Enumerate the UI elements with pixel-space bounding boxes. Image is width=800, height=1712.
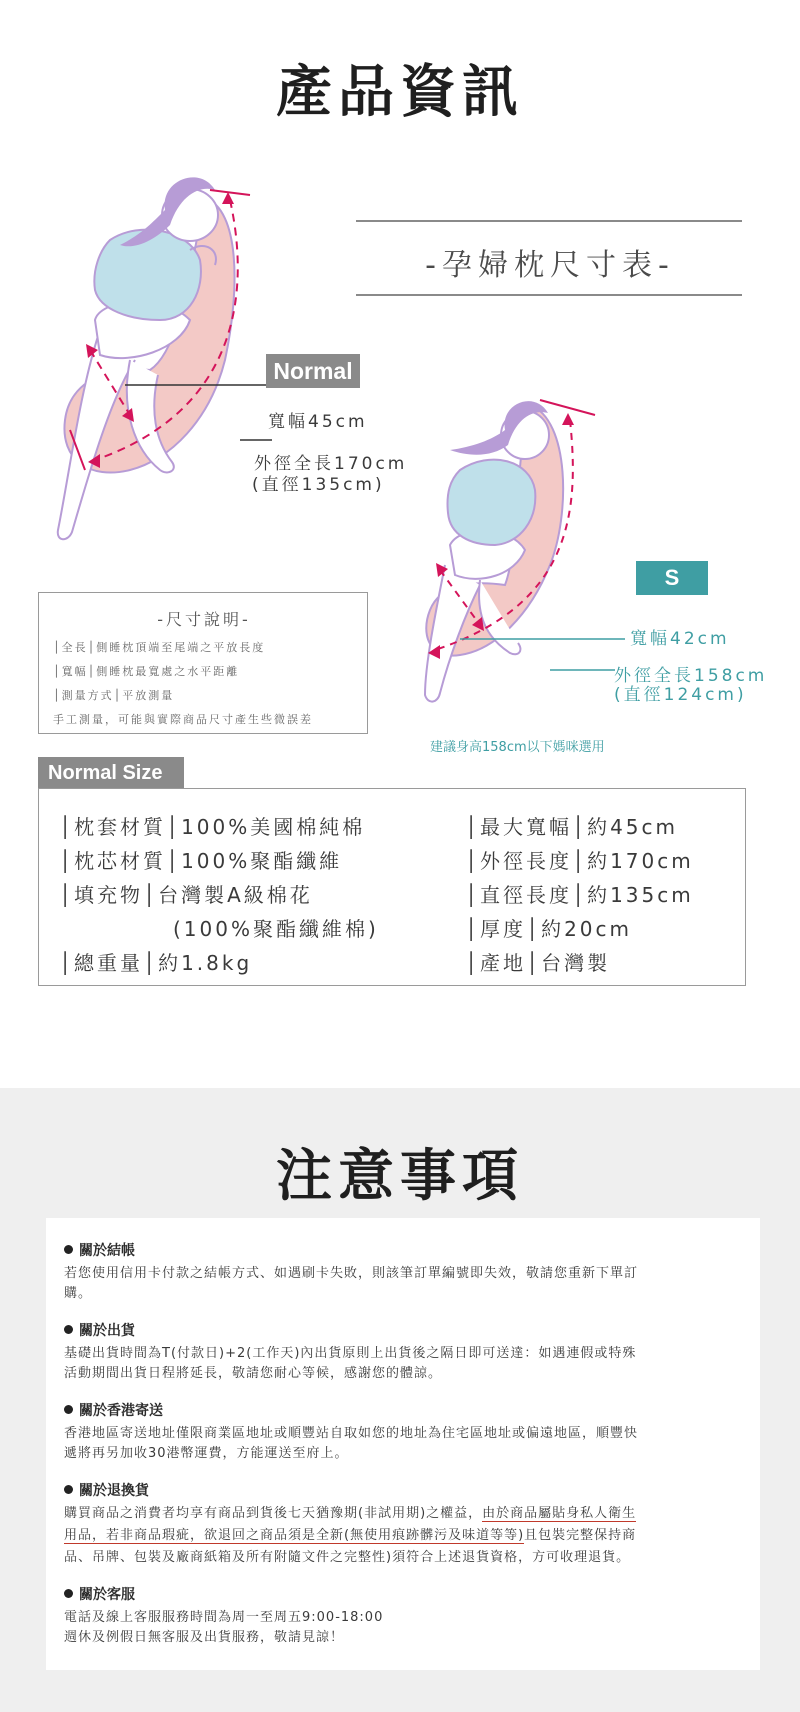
spec-right-item: │厚度│約20cm bbox=[465, 917, 633, 941]
s-diameter-label: (直徑124cm) bbox=[614, 685, 747, 705]
note-heading-returns bbox=[64, 1480, 149, 1500]
normal-diameter-label: (直徑135cm) bbox=[252, 475, 385, 495]
note-text-underlined: 用品，若非商品瑕疵，欲退回之商品須是全新(無使用痕跡髒污及味道等等) bbox=[64, 1528, 525, 1543]
note-line: 活動期間出貨日程將延長，敬請您耐心等候，感謝您的體諒。 bbox=[64, 1366, 443, 1381]
note-heading-checkout bbox=[64, 1240, 135, 1260]
page-title: 產品資訊 bbox=[276, 60, 524, 125]
note-heading-shipping bbox=[64, 1320, 135, 1340]
spec-left-item: │填充物│台灣製A級棉花 bbox=[59, 883, 313, 907]
size-note-row: │測量方式│平放測量 bbox=[53, 689, 175, 702]
bullet-icon bbox=[64, 1589, 73, 1598]
note-line: 電話及線上客服服務時間為周一至周五9:00-18:00 bbox=[64, 1610, 384, 1625]
note-line bbox=[64, 1504, 636, 1524]
note-heading-support bbox=[64, 1584, 135, 1604]
spec-left-item: │枕套材質│100%美國棉純棉 bbox=[59, 815, 366, 839]
spec-left-item: │枕芯材質│100%聚酯纖維 bbox=[59, 849, 343, 873]
note-line: 遞將再另加收30港幣運費，方能運送至府上。 bbox=[64, 1446, 349, 1461]
note-line: 香港地區寄送地址僅限商業區地址或順豐站自取如您的地址為住宅區地址或偏遠地區，順豐快 bbox=[64, 1426, 639, 1441]
bullet-icon bbox=[64, 1245, 73, 1254]
normal-size-tag: Normal Size bbox=[38, 757, 184, 789]
size-note-box bbox=[38, 592, 368, 734]
s-size-label: S bbox=[636, 561, 708, 595]
normal-width-label: 寬幅45cm bbox=[268, 412, 368, 432]
spec-left-item: │總重量│約1.8kg bbox=[59, 951, 253, 975]
heading-rule-bottom bbox=[356, 294, 742, 296]
bullet-icon bbox=[64, 1405, 73, 1414]
spec-left-item: (100%聚酯纖維棉) bbox=[173, 917, 379, 941]
note-line: 基礎出貨時間為T(付款日)+2(工作天)內出貨原則上出貨後之隔日即可送達：如遇連假或特殊 bbox=[64, 1346, 637, 1361]
note-heading-text: 關於結帳 bbox=[79, 1243, 135, 1259]
note-line: 若您使用信用卡付款之結帳方式、如遇刷卡失敗，則該筆訂單編號即失效，敬請您重新下單訂 bbox=[64, 1266, 639, 1281]
size-chart-heading: -孕婦枕尺寸表- bbox=[425, 248, 675, 283]
s-width-label: 寬幅42cm bbox=[630, 629, 730, 649]
recommend-note: 建議身高158cm以下媽咪選用 bbox=[430, 740, 605, 755]
note-heading-hk-delivery bbox=[64, 1400, 163, 1420]
note-heading-text: 關於客服 bbox=[79, 1587, 135, 1603]
spec-right-item: │直徑長度│約135cm bbox=[465, 883, 694, 907]
spec-right-item: │產地│台灣製 bbox=[465, 951, 611, 975]
normal-size-label: Normal bbox=[266, 354, 360, 388]
heading-rule-top bbox=[356, 220, 742, 222]
note-text-underlined: 由於商品屬貼身私人衛生 bbox=[482, 1506, 637, 1521]
bullet-icon bbox=[64, 1325, 73, 1334]
spec-right-item: │最大寬幅│約45cm bbox=[465, 815, 679, 839]
size-note-row: │全長│側睡枕頂端至尾端之平放長度 bbox=[53, 641, 266, 654]
note-heading-text: 關於香港寄送 bbox=[79, 1403, 163, 1419]
size-note-row: 手工測量，可能與實際商品尺寸產生些微誤差 bbox=[53, 713, 313, 726]
note-line: 品、吊牌、包裝及廠商紙箱及所有附隨文件之完整性)須符合上述退貨資格，方可收理退貨。 bbox=[64, 1550, 631, 1565]
size-note-title: -尺寸說明- bbox=[157, 610, 251, 629]
note-text: 購買商品之消費者均享有商品到貨後七天猶豫期(非試用期)之權益， bbox=[64, 1506, 483, 1521]
s-length-label: 外徑全長158cm bbox=[614, 666, 768, 686]
note-heading-text: 關於出貨 bbox=[79, 1323, 135, 1339]
spec-box bbox=[38, 788, 746, 986]
note-line: 週休及例假日無客服及出貨服務，敬請見諒！ bbox=[64, 1630, 345, 1645]
note-heading-text: 關於退換貨 bbox=[79, 1483, 149, 1499]
note-line: 購。 bbox=[64, 1286, 93, 1301]
size-note-row: │寬幅│側睡枕最寬處之水平距離 bbox=[53, 665, 240, 678]
note-line bbox=[64, 1526, 636, 1546]
spec-right-item: │外徑長度│約170cm bbox=[465, 849, 694, 873]
note-text: 且包裝完整保持商 bbox=[524, 1528, 637, 1543]
notes-panel bbox=[46, 1218, 760, 1670]
bullet-icon bbox=[64, 1485, 73, 1494]
notes-title: 注意事項 bbox=[276, 1144, 524, 1209]
normal-length-label: 外徑全長170cm bbox=[254, 454, 408, 474]
